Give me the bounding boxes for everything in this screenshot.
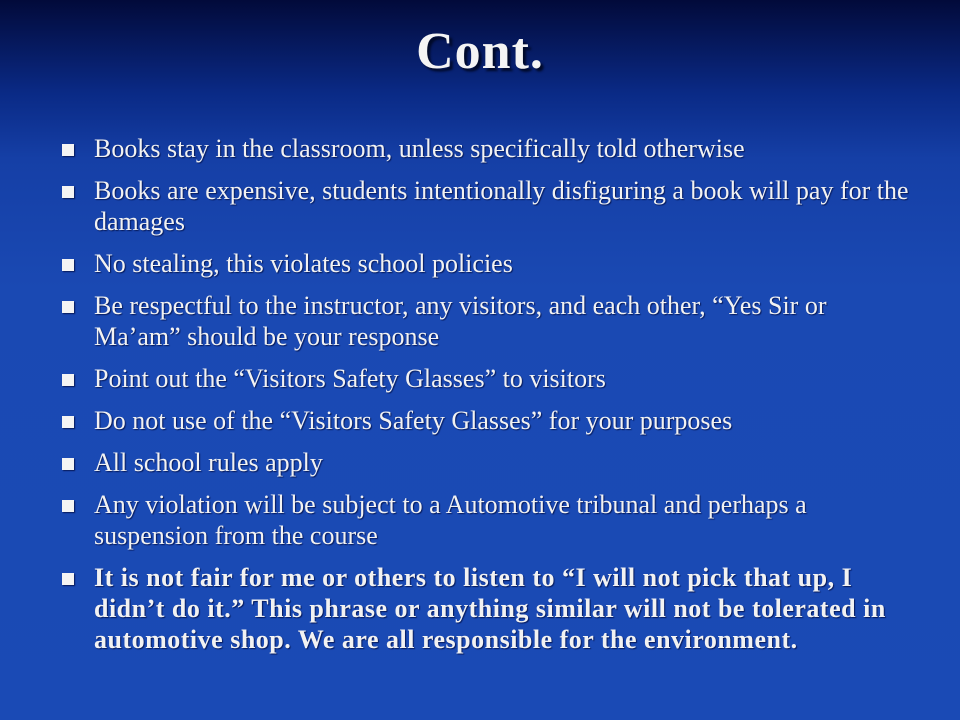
slide-title: Cont.	[416, 23, 544, 80]
square-bullet-icon	[62, 500, 74, 512]
bullet-item	[60, 447, 910, 478]
bullet-item	[60, 175, 910, 237]
bullet-text: Point out the “Visitors Safety Glasses” to visitors	[94, 364, 606, 393]
bullet-text: Books stay in the classroom, unless specifically told otherwise	[94, 134, 745, 163]
square-bullet-icon	[62, 416, 74, 428]
square-bullet-icon	[62, 301, 74, 313]
bullet-text: No stealing, this violates school policies	[94, 249, 513, 278]
square-bullet-icon	[62, 374, 74, 386]
bullet-text: Any violation will be subject to a Automotive tribunal and perhaps a suspension from the course	[94, 490, 807, 550]
bullet-item-emphasized	[60, 562, 910, 655]
bullet-item	[60, 133, 910, 164]
square-bullet-icon	[62, 573, 74, 585]
bullet-text: It is not fair for me or others to listen to “I will not pick that up, I didn’t do it.” This phrase or anything similar will not be tolerated in automotive shop. We are all responsible for the environment.	[94, 563, 886, 654]
bullet-item	[60, 363, 910, 394]
bullet-item	[60, 489, 910, 551]
bullet-item	[60, 248, 910, 279]
square-bullet-icon	[62, 144, 74, 156]
bullet-text: Books are expensive, students intentionally disfiguring a book will pay for the damages	[94, 176, 909, 236]
bullet-item	[60, 405, 910, 436]
bullet-item	[60, 290, 910, 352]
square-bullet-icon	[62, 259, 74, 271]
bullet-text: Do not use of the “Visitors Safety Glasses” for your purposes	[94, 406, 733, 435]
bullet-list	[60, 133, 910, 655]
square-bullet-icon	[62, 186, 74, 198]
bullet-text: Be respectful to the instructor, any visitors, and each other, “Yes Sir or Ma’am” should be your response	[94, 291, 827, 351]
square-bullet-icon	[62, 458, 74, 470]
bullet-text: All school rules apply	[94, 448, 323, 477]
